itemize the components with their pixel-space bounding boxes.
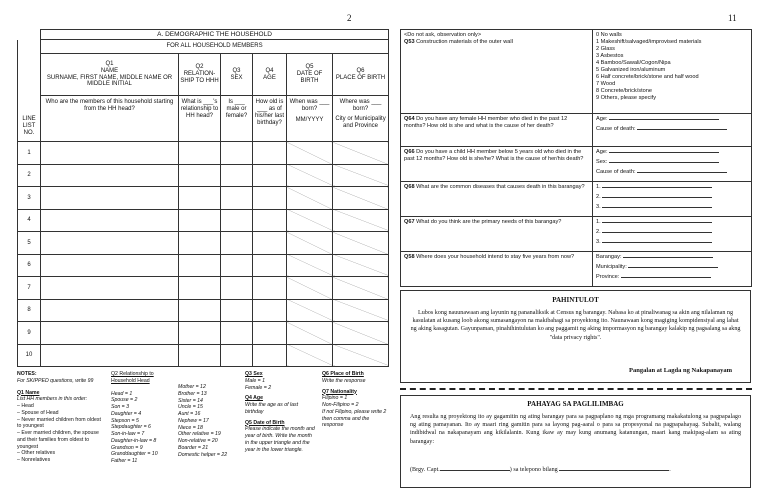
answer-field[interactable]: 3. [596,204,748,211]
notes-q2-col2 [178,384,244,458]
q2-cell[interactable] [179,344,221,367]
note-item: 3 Asbestos [596,52,624,59]
note-item: Son-in-law = 7 [111,431,145,437]
q1-header [41,54,179,96]
note-item: Brother = 13 [178,390,207,397]
answer-field[interactable]: Barangay: [596,254,748,261]
answer-field[interactable]: Age: [596,116,748,123]
answer-field[interactable]: Cause of death: [596,169,748,176]
answer-field[interactable]: Municipality: [596,264,748,271]
note-item: Grandson = 9 [111,444,143,451]
notes-skipped: For SKIPPED questions, write 99 [17,377,94,384]
q1-cell[interactable] [41,277,179,300]
roster-row [18,187,389,210]
household-roster-table [17,29,389,367]
q3-cell[interactable] [221,164,253,187]
note-item: Boarder = 21 [178,444,209,451]
q3-cell[interactable] [221,322,253,345]
q2-cell[interactable] [179,254,221,277]
notes-q2-col1 [111,371,177,465]
q4-cell[interactable] [253,322,287,345]
q1-title: NAME [100,67,119,74]
paliwanag-title: PAHAYAG SA PAGLILIMBAG [527,400,624,408]
q2-cell[interactable] [179,164,221,187]
q1-cell[interactable] [41,232,179,255]
answer-field[interactable]: Cause of death: [596,126,748,133]
q5-cell[interactable] [287,209,333,232]
line-list-label: LINE LIST NO. [18,96,41,142]
line-number: 1 [18,142,41,165]
page-number-left: 2 [347,13,352,23]
line-number: 5 [18,232,41,255]
q4-question: How old is ___ as of his/her last birthday? [253,96,287,142]
line-number: 4 [18,209,41,232]
q4-cell[interactable] [253,277,287,300]
roster-row [18,277,389,300]
q3-question: Is ___ male or female? [221,96,253,142]
notes-q2-title: Q2 Relationship to Household Head [111,371,154,384]
q67-fields[interactable] [593,216,752,251]
note-item: 4 Bamboo/Sawali/Cogon/Nipa [596,59,671,66]
note-item: Male = 1 [245,377,266,384]
q3-header: Q3 SEX [221,54,253,96]
q4-cell[interactable] [253,142,287,165]
note-item: 6 Half concrete/brick/stone and half wood [596,73,699,80]
notes-q6-q7: Q6 Place of Birth Write the response Q7 Nationality Filipino = 1 Non-Filipino = 2 If not Filipino, please write 2 then comma and the response [322,371,387,429]
answer-field[interactable]: Sex: [596,159,748,166]
note-item: Head = 1 [111,390,133,397]
q64-question: Q64 Do you have any female HH member who died in the past 12 months? How old is she and what is the cause of her death? [401,114,593,147]
q6-header: Q6 PLACE OF BIRTH [333,54,389,96]
roster-row [18,344,389,367]
note-item: Uncle = 15 [178,404,203,411]
q6-cell[interactable] [333,142,389,165]
q1-cell[interactable] [41,344,179,367]
pahintulot-body: Lubos kong nauunawaan ang layunin ng pananaliksik at Census ng barangay. Nabasa ko at pinaliwanag sa akin ang nilalaman ng kasulatan at kusang loob akong sumasangayon na makibahagi sa proyektong ito. Naunawaan kong magiging kompidensiyal ang lahat ng aking kasagutan. Gayunpaman, pinahihintulutan ko ang paggamit ng aking impormasyon ng barangay kalakip ng pagsalang sa akng "data privacy rights". [410,310,741,341]
q5-header: Q5 DATE OF BIRTH [287,54,333,96]
q5-cell[interactable] [287,164,333,187]
roster-row [18,299,389,322]
q4-cell[interactable] [253,344,287,367]
q4-cell[interactable] [253,299,287,322]
note-item: Son = 3 [111,404,130,410]
signature-label: Pangalan at Lagda ng Nakapanayam [629,367,732,374]
q1-cell[interactable] [41,209,179,232]
q2-cell[interactable] [179,209,221,232]
q6-cell[interactable] [333,322,389,345]
note-item: 0 No walls [596,32,622,38]
note-item: Sister = 14 [178,397,203,404]
q4-cell[interactable] [253,209,287,232]
paliwanag-box [400,395,751,488]
section-title: A. DEMOGRAPHIC THE HOUSEHOLD [41,30,389,40]
line-number: 6 [18,254,41,277]
members-header: FOR ALL HOUSEHOLD MEMBERS [41,40,389,54]
q6-cell[interactable] [333,277,389,300]
q4-cell[interactable] [253,187,287,210]
q1-cell[interactable] [41,322,179,345]
note-item: Stepson = 5 [111,417,139,424]
note-item: 5 Galvanized iron/aluminum [596,66,666,73]
note-item: – Never married children from oldest to youngest [17,416,101,430]
note-item: Niece = 18 [178,424,203,431]
line-number: 2 [18,164,41,187]
answer-field[interactable]: 1. [596,184,748,191]
q2-cell[interactable] [179,232,221,255]
q3-cell[interactable] [221,142,253,165]
q1-cell[interactable] [41,299,179,322]
q4-cell[interactable] [253,232,287,255]
q58-fields[interactable] [593,251,752,286]
q2-header: Q2 RELATION-SHIP TO HHH [179,54,221,96]
note-item: Nephew = 17 [178,417,209,424]
q1-cell[interactable] [41,187,179,210]
note-item: Non-Filipino = 2 [322,402,359,408]
q2-cell[interactable] [179,299,221,322]
note-item: Father = 11 [111,458,138,464]
line-number: 9 [18,322,41,345]
answer-field[interactable]: 2. [596,229,748,236]
answer-field[interactable]: 2. [596,194,748,201]
q64-fields[interactable] [593,114,752,147]
note-item: 7 Wood [596,80,616,87]
roster-row [18,142,389,165]
notes-title: NOTES: [17,371,37,377]
note-item: 2 Glass [596,45,615,52]
roster-row [18,209,389,232]
roster-row [18,164,389,187]
q3-cell[interactable] [221,277,253,300]
q6-cell[interactable] [333,209,389,232]
q5-cell[interactable] [287,254,333,277]
q1-cell[interactable] [41,254,179,277]
note-item: – Other relatives [17,450,56,457]
q67-question: Q67 What do you think are the primary needs of this barangay? [401,216,593,251]
roster-row [18,254,389,277]
note-item: Filipino = 1 [322,395,348,402]
note-item: Daughter-in-law = 8 [111,437,157,444]
note-item: Aunt = 16 [178,411,201,417]
note-item: – Spouse of Head [17,409,59,416]
notes-q1-list [17,403,105,464]
q68-fields[interactable] [593,181,752,216]
note-item: Granddaughter = 10 [111,451,158,458]
answer-field[interactable]: 1. [596,219,748,226]
note-item: 9 Others, please specify [596,94,657,101]
note-item: Daughter = 4 [111,410,142,417]
q2-cell[interactable] [179,187,221,210]
q1-sub: SURNAME, FIRST NAME, MIDDLE NAME OR MIDDLE INITIAL [46,74,173,88]
q2-cell[interactable] [179,142,221,165]
note-item: Domestic helper = 22 [178,451,228,458]
q3-cell[interactable] [221,344,253,367]
q3-cell[interactable] [221,209,253,232]
answer-field[interactable]: 3. [596,239,748,246]
notes-q3-q5: Q3 Sex Male = 1 Female = 2 Q4 Age Write the age as of last birthday Q5 Date of Birth Please indicate the month and year of birth. Write the month in the upper triangle and the year in the lower triangle. [245,371,317,453]
q53-question: <Do not ask, observation only> Q53 Construction materials of the outer wall [401,30,593,114]
q3-cell[interactable] [221,232,253,255]
q6-cell[interactable] [333,299,389,322]
q6-cell[interactable] [333,344,389,367]
q66-question: Q66 Do you have a child HH member below 5 years old who died in the past 12 months? How old is she/he? What is the cause of her/his death? [401,147,593,182]
q6-cell[interactable] [333,187,389,210]
note-item: Spouse = 2 [111,397,138,404]
questions-table [400,29,752,287]
note-item: Other relative = 19 [178,431,221,438]
q66-fields[interactable] [593,147,752,182]
pahintulot-box [400,290,751,383]
q6-cell[interactable] [333,254,389,277]
pahintulot-title: PAHINTULOT [552,296,599,304]
paliwanag-body: Ang resulta ng proyektong ito ay gagamitin ng ating barangay para sa pagpaplano ng mga programang makakatulong sa pagpapalago ng ating pamayanan. Ito ay maari ring gamitin para sa layong pag-aaral o para sa propesyonal na pagpapahayag. Subalit, walang indibidwal na nakapanayam ang kikilalanin. Kung ikaw ay may kung anumang katanungan, maari kang makipag-alam sa ating barangay: [410,414,741,445]
line-number: 8 [18,299,41,322]
line-number: 3 [18,187,41,210]
q58-question: Q58 Where does your household intend to stay five years from now? [401,251,593,286]
q5-cell[interactable] [287,322,333,345]
roster-row [18,322,389,345]
q5-question: When was ___ born? MM/YYYY [287,96,333,142]
q3-cell[interactable] [221,299,253,322]
notes-q1-title: Q1 Name [17,389,40,396]
q6-cell[interactable] [333,164,389,187]
q5-cell[interactable] [287,232,333,255]
note-item: – Head [17,403,34,409]
q4-cell[interactable] [253,254,287,277]
q3-cell[interactable] [221,254,253,277]
roster-row [18,232,389,255]
note-item: 8 Concrete/brick/stone [596,87,652,94]
q2-cell[interactable] [179,322,221,345]
q6-cell[interactable] [333,232,389,255]
notes-q1-lead: List HH members in this order: [17,396,88,403]
q1-question: Who are the members of this household starting from the HH head? [41,96,179,142]
q2-question: What is ___'s relationship to HH head? [179,96,221,142]
q5-cell[interactable] [287,277,333,300]
q1-cell[interactable] [41,164,179,187]
q5-cell[interactable] [287,142,333,165]
q3-cell[interactable] [221,187,253,210]
answer-field[interactable]: Age: [596,149,748,156]
note-item: – Ever married children, the spouse and their families from oldest to youngest [17,430,99,450]
note-item: Female = 2 [245,384,272,391]
q68-question: Q68 What are the common diseases that causes death in this barangay? [401,181,593,216]
answer-field[interactable]: Province: [596,274,748,281]
note-item: Non-relative = 20 [178,438,218,444]
line-number: 10 [18,344,41,367]
q5-cell[interactable] [287,344,333,367]
q5-cell[interactable] [287,299,333,322]
notes-general [17,371,105,464]
q53-options [593,30,752,114]
q2-cell[interactable] [179,277,221,300]
contact-line[interactable]: (Brgy. Capt. ) sa telepono bilang . [410,467,671,473]
line-number: 7 [18,277,41,300]
note-item: 1 Makeshift/salvaged/improvised materials [596,38,702,45]
note-item: If not Filipino, please write 2 then comma and the response [322,408,387,429]
q1-num: Q1 [105,60,114,67]
q4-header: Q4 AGE [253,54,287,96]
page-number-right: 11 [728,13,737,23]
q4-cell[interactable] [253,164,287,187]
note-item: – Nonrelatives [17,457,51,463]
q1-cell[interactable] [41,142,179,165]
note-item: Mother = 12 [178,384,206,390]
note-item: Stepdaughter = 6 [111,424,151,431]
cut-line [400,388,752,390]
q6-question: Where was ___ born? City or Municipality and Province [333,96,389,142]
q5-cell[interactable] [287,187,333,210]
